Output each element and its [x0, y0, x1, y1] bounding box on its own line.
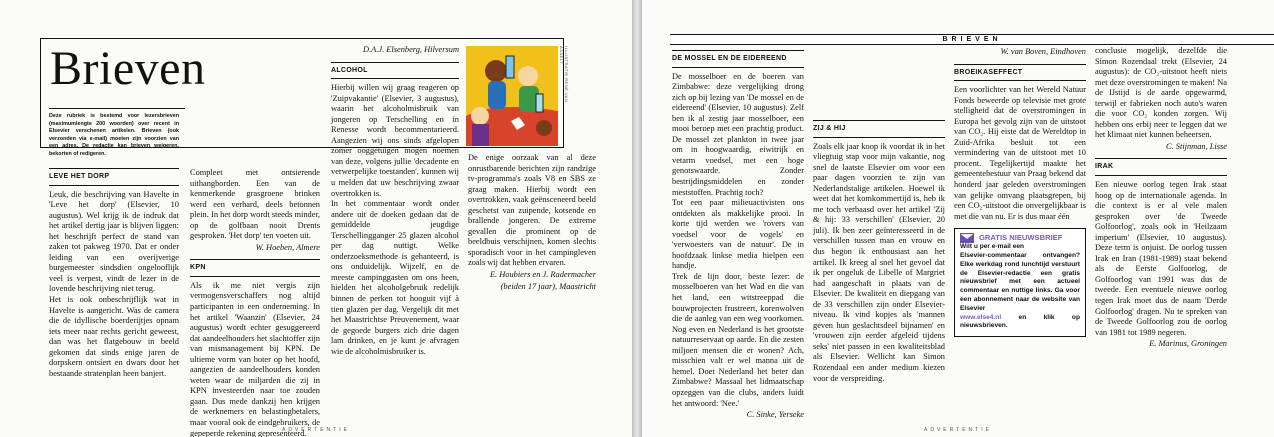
newsletter-text: Elsevier-commentaar ontvangen? Elke werkdag rond lunchtijd verstuurt de Elsevier-redactie een gratis nieuwsbrief met een actueel commentaar en nuttige links. Ga voor een abonnement naar de website van Elsevier — [960, 252, 1080, 312]
letter-body: De enige oorzaak van al deze onrustbarende berichten zijn randzige tv-programma's zoals V8 en SBS ze graag maken. Hierbij wordt een overtrokken, vaak geënsceneerd beeld geschetst van zuipende, kotsende en brallende jongeren. De extreme gevallen die prominent op de beeldbuis verschijnen, komen slechts sporadisch voor in het campingleven zoals wij dat hebben ervaren. — [468, 153, 596, 268]
letter-head-alcohol: ALCOHOL — [331, 62, 459, 80]
right-page — [642, 0, 1274, 437]
left-page — [0, 0, 632, 437]
page-title: Brieven — [50, 42, 206, 95]
signature: E. Marinus, Groningen — [1149, 339, 1227, 349]
letter-body: Tot een paar milieuactivisten ons ontdekten als makkelijke prooi. In korte tijd werden we 'rovers van voedsel voor de vogels' en 'verwoesters van de natuur'. De in hoofdzaak linkse media hielpen een handje. — [672, 198, 804, 271]
signature: (beiden 17 jaar), Maastricht — [500, 281, 596, 291]
letter-head-mossel: DE MOSSEL EN DE EIDEREEND — [672, 50, 804, 68]
illustration-art — [466, 46, 558, 146]
newsletter-title: GRATIS NIEUWSBRIEF — [979, 232, 1063, 242]
advertisement-label: ADVERTENTIE — [282, 427, 350, 433]
letter-body: Als ik me niet vergis zijn vermogensverschaffers nog altijd participanten in een onderneming. In het artikel 'Waanzin' (Elsevier, 24 augustus) wordt echter gesuggereerd dat aandeelhouders het slachtoffer zijn van mismanagement bij KPN. De ultieme vorm van boter op het hoofd, aangezien de aandeelhouders konden weten waar de miljarden die zij in KPN investeerden naar toe zouden gaan. Dus mede dankzij hen krijgen de werknemers en belastingbetalers, maar vooral ook de eindgebruikers, de gepeperde rekening gepresenteerd. — [190, 280, 320, 437]
signature: W. Hoeben, Almere — [255, 242, 320, 252]
letter-body: conclusie mogelijk, dezelfde die Simon Rozendaal trekt (Elsevier, 24 augustus): de CO₂-uitstoot heeft niets met deze overstromingen te maken! Na de IJstijd is de aarde opgewarmd, terwijl er fabrieken noch auto's waren die voor CO₂ konden zorgen. Wij hebben ons erbij neer te leggen dat we het klimaat niet kunnen beheersen. — [1095, 46, 1227, 140]
letter-body: Zoals elk jaar koop ik voordat ik in het vliegtuig stap voor mijn vakantie, nog snel de laatste Elsevier om voor een paar dagen voorzien te zijn van Nederlandstalige artikelen. Hoewel ik weet dat het komkommertijd is, heb ik me toch verbaasd over het artikel 'Zij & hij: 33 verschillen' (Elsevier, 20 juli). Ik ben zeer geïnteresseerd in de verschillen tussen man en vrouw en dus begon ik enthousiast aan het artikel. Ik kreeg al snel het gevoel dat ik per ongeluk de Libelle of Margriet had aangeschaft in plaats van de Elsevier. De kwaliteit en diepgang van de 33 verschillen zijn onder Elsevier-niveau. Ik vind kopjes als 'mannen geven hun geslachtsdeel bijnamen' en 'vrouwen zijn eerder afgeleid tijdens seks' niet passen in een kwaliteitsblad als Elsevier. Wellicht kan Simon Rozendaal een ander medium kiezen voor de verspreiding. — [813, 141, 945, 383]
letter-body: Compleet met ontsierende uithangborden. Een van de kenmerkende grasgroene brinken werd een verhard, deels betonnen plein. In het dorp wordt steeds minder, op de golfbaan nooit Drents gesproken. 'Het dorp' ten voeten uit. — [190, 168, 320, 241]
column-6 — [813, 120, 945, 422]
letter-head-zij: ZIJ & HIJ — [813, 120, 945, 138]
letter-head-irak: IRAK — [1095, 158, 1227, 176]
column-3 — [331, 44, 459, 416]
signature: D.A.J. Elsenberg, Hilversum — [363, 45, 459, 54]
gutter — [632, 0, 642, 437]
column-5 — [672, 50, 804, 422]
column-4 — [468, 153, 596, 292]
letter-body: Een nieuwe oorlog tegen Irak staat hoog op de internationale agenda. In die context is er al vele malen gesproken over 'de Tweede Golfoorlog', zoals ook in 'Heilzaam imperium' (Elsevier, 10 augustus). Deze term is onjuist. De oorlog tussen Irak en Iran (1981-1989) staat bekend als de Eerste Golfoorlog, de Golfoorlog van 1991 was dus de tweede. Een eventuele nieuwe oorlog tegen Irak moet dus de naam 'Derde Golfoorlog' dragen. Nu te spreken van de Tweede Golfoorlog zou de oorlog van 1981 tot 1989 negeren. — [1095, 180, 1227, 337]
letter-body: Leuk, die beschrijving van Havelte in 'Leve het dorp' (Elsevier, 10 augustus). Wel krijg ik de indruk dat het artikel dertig jaar is blijven liggen: het beschrijft perfect de stand van zaken tot pakweg 1970. Dat er onder leiding van een overijverige burgemeester sindsdien ongelooflijk veel is verpest, vindt de lezer in de lovende beschrijving niet terug. — [49, 189, 179, 294]
newsletter-box — [954, 228, 1086, 337]
column-2 — [190, 168, 320, 437]
section-band: BRIEVEN — [670, 34, 1274, 45]
signature: E. Houbiers en J. Radermacher — [489, 270, 596, 280]
letter-body: Hierbij willen wij graag reageren op 'Zuipvakantie' (Elsevier, 3 augustus), waarin het alcoholmisbruik van jongeren op Terschelling en in Renesse wordt becommentarieerd. Aangezien wij ons sinds afgelopen zomer ooggetuigen mogen noemen van deze, volgens jullie 'decadente en verwerpelijke toestanden', kunnen wij u melden dat uw beschrijving zwaar overtrokken is. — [331, 83, 459, 198]
letter-body: Trek de lijn door, beste lezer: de mosselboeren van het Wad en die van het land, een witstreeppad die bouwprojecten frustreert, korenwolven die de aanleg van een weg voorkomen. Nog even en Nederland is het grootste natuurreservaat op aarde. En die zesten miljoen mensen die er wonen? Ach, misschien valt er wel manna uit de hemel. Doet Nederland het beter dan Zimbabwe? Massaal het lidmaatschap opzeggen van die clubs, anders luidt het antwoord: 'Nee.' — [672, 271, 804, 408]
newsletter-link[interactable]: www.else4.nl — [960, 313, 1002, 321]
signature: W. van Boven, Eindhoven — [1000, 47, 1086, 56]
illustration — [466, 46, 558, 146]
letter-body: De mosselboer en de boeren van Zimbabwe: deze vergelijking drong zich op bij lezing van 'De mossel en de eidereend' (Elsevier, 10 augustus). Zelf ben ik al zestig jaar mosselboer, een mooi beroep met een prachtig product. De mossel zet plankton in twee jaar om in hoogwaardig, eiwitrijk en vetarm voedsel, met een hoge genotswaarde. Zonder bestrijdingsmiddelen en zonder meststoffen. Prachtig toch? — [672, 71, 804, 197]
signature: C. Stijnman, Lisse — [1166, 141, 1227, 151]
letter-head-kpn: KPN — [190, 259, 320, 277]
column-7 — [954, 46, 1086, 337]
envelope-icon — [960, 233, 974, 243]
letter-head-dorp: LEVE HET DORP — [49, 168, 179, 186]
letter-body: In het commentaar wordt onder andere uit de doeken gedaan dat de gemiddelde jeugdige Terschellingganger 25 glazen alcohol per dag nuttigt. Welke onderzoeksmethode is gehanteerd, is ons onduidelijk. Wijzelf, en de meeste campinggasten om ons heen, hielden het alcoholgebruik redelijk binnen de perken tot hooguit vijf à tien glazen per dag. Vergelijk dit met het Maastrichtse Preuvenement, waar de gegoede burgers zich drie dagen lam drinken, en je kunt je afvragen wie de alcoholmisbruiker is. — [331, 199, 459, 356]
letter-body: Het is ook onbeschrijflijk wat in Havelte is aangericht. Was de camera die de idyllische boerderijtjes opnam iets meer naar rechts gericht geweest, dan was het flatgebouw in beeld gekomen dat sinds enige jaren de dorpskern ontsiert en dwars door het bestaande stratenplan heen banjert. — [49, 295, 179, 378]
signature: C. Sinke, Yerseke — [746, 410, 804, 420]
title-rule — [49, 108, 185, 109]
newsletter-line: en klik op nieuwsbrieven. — [960, 313, 1080, 330]
intro-text: Deze rubriek is bestemd voor lezersbrieven (maximumlengte 200 woorden) over recent in Elsevier verschenen artikelen. Brieven (ook verzonden via e-mail) moeten zijn voorzien van een adres. De redactie kan brieven weigeren, bekorten of redigeren. — [49, 113, 179, 157]
letter-head-broeikas: BROEIKASEFFECT — [954, 64, 1086, 82]
newsletter-line: Wilt u per e-mail een — [960, 243, 1025, 251]
column-8 — [1095, 46, 1227, 350]
advertisement-label: ADVERTENTIE — [924, 427, 992, 433]
column-1 — [49, 168, 179, 379]
letter-body: Een voorlichter van het Wereld Natuur Fonds beweerde op televisie met grote stelligheid dat de overstromingen in Europa het gevolg zijn van de uitstoot van CO₂. Hij eiste dat de Wereldtop in Zuid-Afrika besluit tot een vermindering van de uitstoot met 10 procent. Tegelijkertijd maakte het gemeentebestuur van Praag bekend dat honderd jaar geleden overstromingen van gelijke omvang plaatsgrepen, bij een CO₂-uitstoot die onvergelijkbaar is met die van nu. Er is dus maar één — [954, 85, 1086, 221]
photo-credit: ILLUSTRATIE RENÉ VAN ASSELT — [559, 46, 569, 103]
